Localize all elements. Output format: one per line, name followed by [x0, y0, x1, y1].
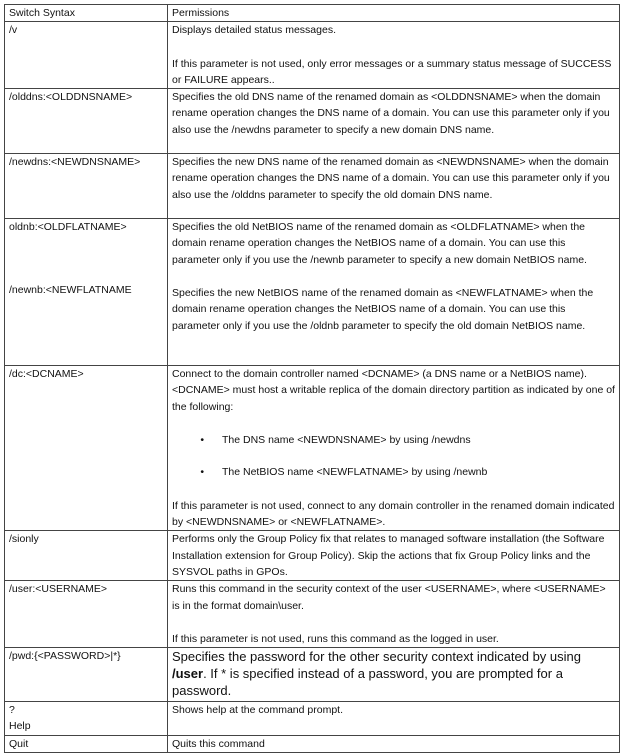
- description-oldnb: Specifies the old NetBIOS name of the renamed domain as <OLDFLATNAME> when the domain rename operation changes the NetBIOS name of a domain. You can use this parameter only if you use the /newnb parameter to specify a new domain NetBIOS name.: [172, 221, 587, 266]
- description-newdns: Specifies the new DNS name of the renamed domain as <NEWDNSNAME> when the domain rename operation changes the DNS name of a domain. You can use this parameter only if you also use the /olddns parameter to specify the old domain DNS name.: [168, 154, 620, 219]
- description-olddns: Specifies the old DNS name of the renamed domain as <OLDDNSNAME> when the domain rename operation changes the DNS name of a domain. You can use this parameter only if you also use the /newdns parameter to specify a new domain DNS name.: [168, 89, 620, 154]
- bullet-icon: •: [200, 434, 204, 447]
- description-user: [168, 581, 620, 648]
- description-user-text-2: If this parameter is not used, runs this command as the logged in user.: [172, 632, 499, 645]
- description-sionly: Performs only the Group Policy fix that relates to managed software installation (the Software Installation extension for Group Policy). Skip the actions that fix Group Policy links and the SYSVOL paths in GPOs.: [168, 531, 620, 581]
- switch-v: /v: [5, 22, 168, 89]
- header-permissions: Permissions: [168, 5, 620, 22]
- switch-help: Help: [9, 720, 31, 733]
- table-row-help: [5, 702, 620, 736]
- switch-sionly: /sionly: [5, 531, 168, 581]
- switch-pwd: /pwd:{<PASSWORD>|*}: [5, 648, 168, 702]
- table-row-pwd: [5, 648, 620, 702]
- list-item: [172, 464, 615, 480]
- switch-user: /user:<USERNAME>: [5, 581, 168, 648]
- switch-quit: Quit: [5, 735, 168, 752]
- table-row-sionly: [5, 531, 620, 581]
- switch-help-cell: [5, 702, 168, 736]
- switch-question-mark: ?: [9, 704, 15, 717]
- description-v: [168, 22, 620, 89]
- switch-newdns: /newdns:<NEWDNSNAME>: [5, 154, 168, 219]
- bullet-text-newnb: The NetBIOS name <NEWFLATNAME> by using /newnb: [222, 466, 488, 479]
- table-row-v: [5, 22, 620, 89]
- description-help: Shows help at the command prompt.: [168, 702, 620, 736]
- description-v-text-1: Displays detailed status messages.: [172, 24, 336, 37]
- description-dc: [168, 366, 620, 531]
- switch-dc: /dc:<DCNAME>: [5, 366, 168, 531]
- switch-netbios-cell: [5, 219, 168, 366]
- description-v-text-2: If this parameter is not used, only error messages or a summary status message of SUCCESS or FAILURE appears..: [172, 57, 612, 86]
- table-header-row: [5, 5, 620, 22]
- table-row-dc: [5, 366, 620, 531]
- bullet-icon: •: [200, 466, 204, 479]
- switch-oldnb: oldnb:<OLDFLATNAME>: [9, 221, 127, 234]
- description-newnb: Specifies the new NetBIOS name of the renamed domain as <NEWFLATNAME> when the domain rename operation changes the NetBIOS name of a domain. You can use this parameter only if you use the /oldnb parameter to specify the old domain NetBIOS name.: [172, 287, 594, 332]
- description-quit: Quits this command: [168, 735, 620, 752]
- table-row-newdns: [5, 154, 620, 219]
- description-pwd: [168, 648, 620, 702]
- table-row-olddns: [5, 89, 620, 154]
- list-item: [172, 432, 615, 448]
- bullet-text-newdns: The DNS name <NEWDNSNAME> by using /newdns: [222, 434, 471, 447]
- description-user-text-1: Runs this command in the security context of the user <USERNAME>, where <USERNAME> is in the format domain\user.: [172, 583, 606, 612]
- description-netbios-cell: [168, 219, 620, 366]
- description-dc-text-1: Connect to the domain controller named <DCNAME> (a DNS name or a NetBIOS name). <DCNAME> must host a writable replica of the domain directory partition as indicated by one of the following:: [172, 368, 615, 413]
- description-dc-text-2: If this parameter is not used, connect to any domain controller in the renamed domain indicated by <NEWDNSNAME> or <NEWFLATNAME>.: [172, 499, 615, 528]
- switch-newnb: /newnb:<NEWFLATNAME: [9, 284, 132, 297]
- description-pwd-text-a: Specifies the password for the other security context indicated by using: [172, 649, 581, 665]
- header-switch-syntax: Switch Syntax: [5, 5, 168, 22]
- switch-syntax-table: [4, 4, 620, 753]
- description-pwd-user-bold: /user: [172, 666, 204, 682]
- table-row-quit: [5, 735, 620, 752]
- table-row-user: [5, 581, 620, 648]
- description-pwd-text-b: . If * is specified instead of a password, you are prompted for a password.: [172, 666, 563, 699]
- table-row-netbios: [5, 219, 620, 366]
- switch-olddns: /olddns:<OLDDNSNAME>: [5, 89, 168, 154]
